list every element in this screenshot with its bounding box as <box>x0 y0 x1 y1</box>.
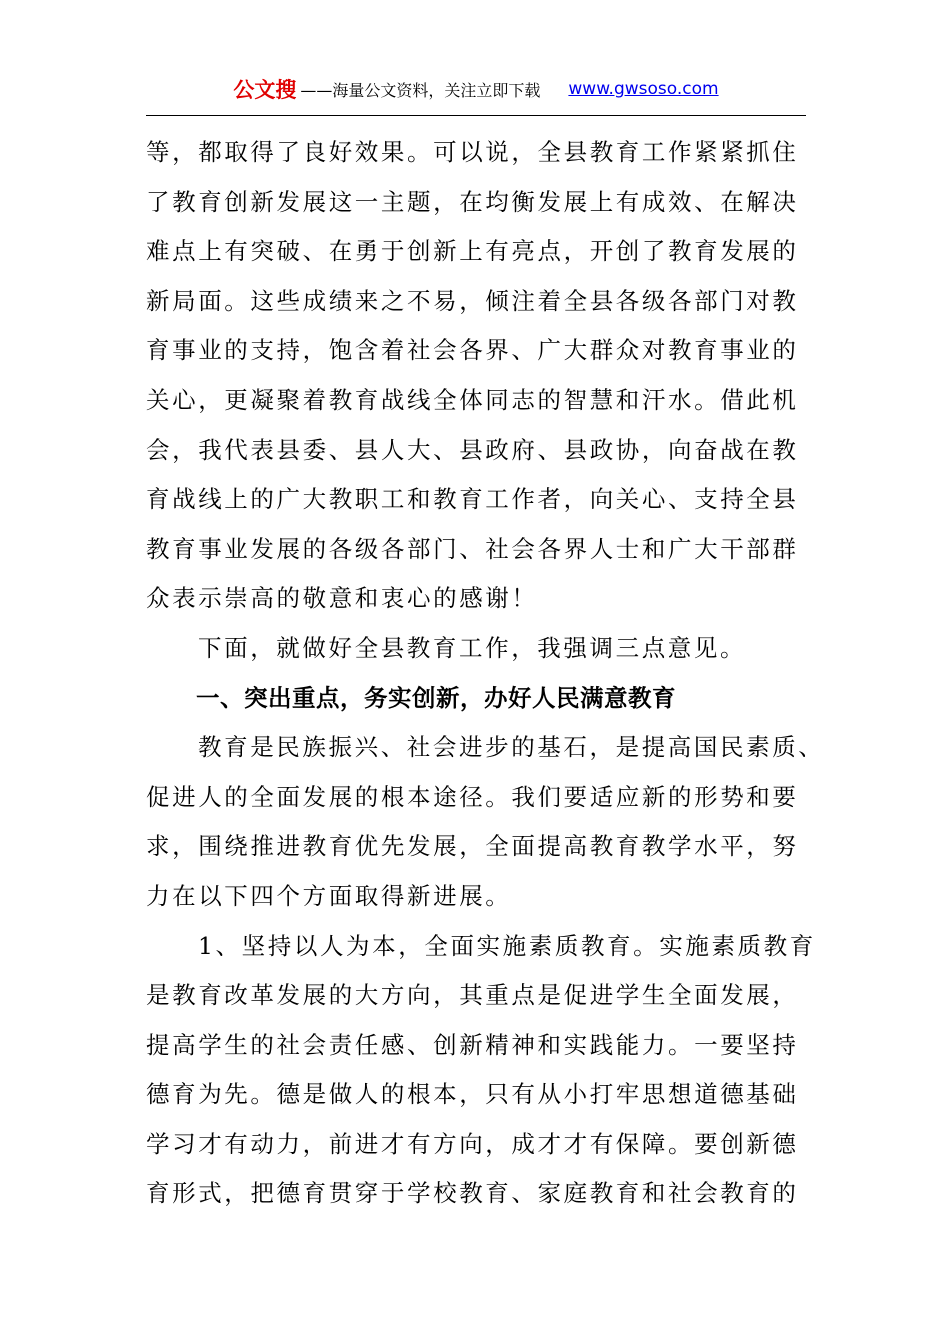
text-line: 新局面。这些成绩来之不易，倾注着全县各级各部门对教 <box>146 286 799 315</box>
text-line: 等，都取得了良好效果。可以说，全县教育工作紧紧抓住 <box>146 138 799 166</box>
paragraph-2 <box>146 624 806 674</box>
brand-logo-text: 公文搜 <box>233 78 297 102</box>
paragraph-3 <box>146 723 825 921</box>
text-line: 会，我代表县委、县人大、县政府、县政协，向奋战在教 <box>146 435 799 464</box>
text-line: 关心，更凝聚着教育战线全体同志的智慧和汗水。借此机 <box>146 385 799 414</box>
text-line: 教育事业发展的各级各部门、社会各界人士和广大干部群 <box>146 534 799 563</box>
text-line: 了教育创新发展这一主题，在均衡发展上有成效、在解决 <box>146 187 799 216</box>
text-line: 育战线上的广大教职工和教育工作者，向关心、支持全县 <box>146 485 799 514</box>
header-tagline: ——海量公文资料，关注立即下载 <box>300 80 541 100</box>
website-link[interactable]: www.gwsoso.com <box>568 79 719 99</box>
text-line: 育事业的支持，饱含着社会各界、广大群众对教育事业的 <box>146 336 799 365</box>
text-line: 求，围绕推进教育优先发展，全面提高教育教学水平，努 <box>146 832 799 861</box>
text-line: 育形式，把德育贯穿于学校教育、家庭教育和社会教育的 <box>146 1179 799 1208</box>
text-line: 是教育改革发展的大方向，其重点是促进学生全面发展， <box>146 981 799 1010</box>
section-heading-1 <box>146 674 806 724</box>
text-line: 教育是民族振兴、社会进步的基石，是提高国民素质、 <box>198 733 825 762</box>
text-line: 众表示崇高的敬意和衷心的感谢！ <box>146 584 538 613</box>
text-line: 德育为先。德是做人的根本，只有从小打牢思想道德基础 <box>146 1080 799 1109</box>
text-line: 难点上有突破、在勇于创新上有亮点，开创了教育发展的 <box>146 237 799 266</box>
paragraph-1 <box>146 128 806 624</box>
document-body <box>146 128 825 1219</box>
text-line: 学习才有动力，前进才有方向，成才才有保障。要创新德 <box>146 1129 799 1158</box>
text-line: 促进人的全面发展的根本途径。我们要适应新的形势和要 <box>146 782 799 811</box>
text-line: 1、坚持以人为本，全面实施素质教育。实施素质教育 <box>198 931 816 960</box>
heading-text: 一、突出重点，务实创新，办好人民满意教育 <box>196 683 676 712</box>
paragraph-4 <box>146 922 816 1220</box>
text-line: 提高学生的社会责任感、创新精神和实践能力。一要坚持 <box>146 1030 799 1059</box>
header-divider <box>146 115 806 116</box>
text-line: 力在以下四个方面取得新进展。 <box>146 881 512 910</box>
text-line: 下面，就做好全县教育工作，我强调三点意见。 <box>198 633 747 662</box>
page-header <box>146 72 806 106</box>
